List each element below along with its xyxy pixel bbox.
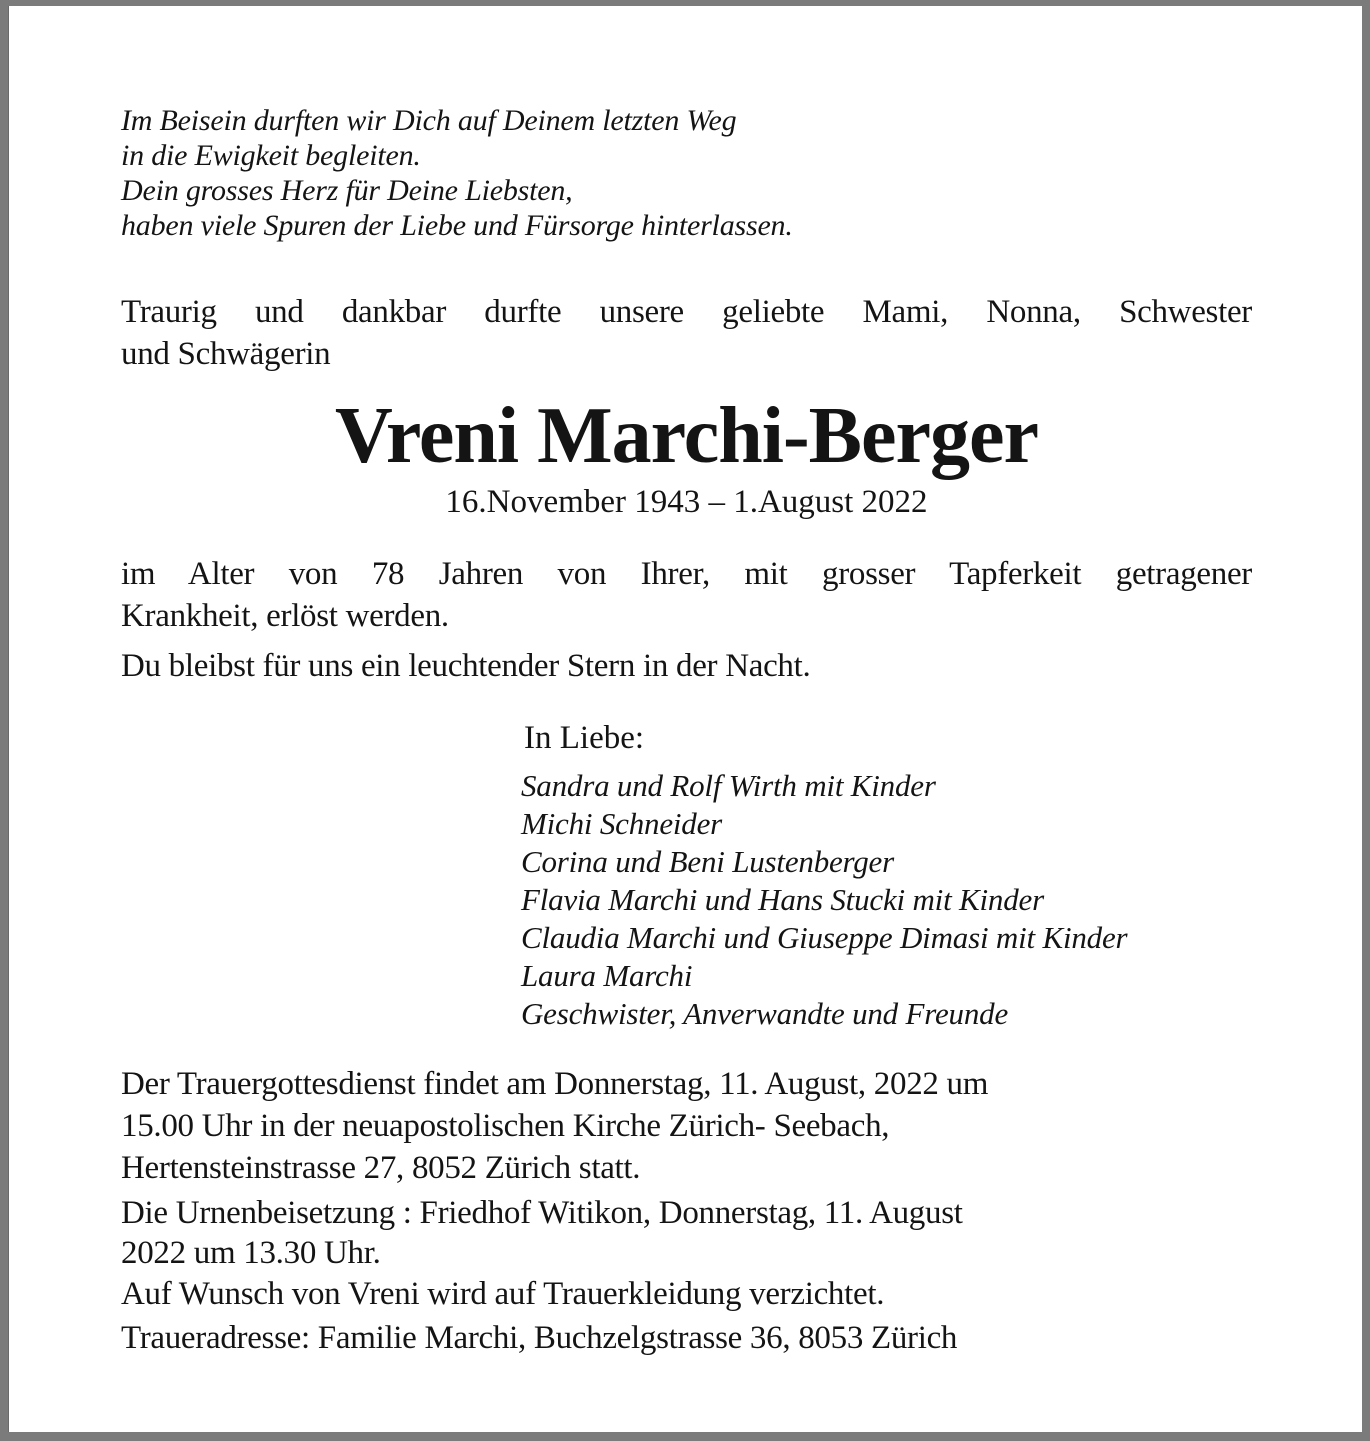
service-paragraph: [121, 1063, 1252, 1189]
burial-line: 2022 um 13.30 Uhr.: [121, 1235, 381, 1271]
mourners-list: [521, 767, 1252, 1033]
star-line: Du bleibst für uns ein leuchtender Stern in der Nacht.: [121, 648, 811, 684]
mourner-name: Geschwister, Anverwandte und Freunde: [521, 996, 1008, 1031]
intro-line: und Schwägerin: [121, 336, 331, 372]
mourner-name: Claudia Marchi und Giuseppe Dimasi mit Kinder: [521, 920, 1128, 955]
illness-line: im Alter von 78 Jahren von Ihrer, mit grosser Tapferkeit getragener: [121, 556, 1252, 592]
mourner-name: Corina und Beni Lustenberger: [521, 844, 894, 879]
star-paragraph: [121, 645, 1252, 687]
illness-line: Krankheit, erlöst werden.: [121, 598, 449, 634]
clothing-paragraph: [121, 1273, 1252, 1315]
epigraph: [121, 103, 1252, 243]
mourner-name: Sandra und Rolf Wirth mit Kinder: [521, 768, 936, 803]
in-love-label: In Liebe:: [524, 720, 645, 756]
epigraph-line: in die Ewigkeit begleiten.: [121, 139, 421, 172]
illness-paragraph: [121, 553, 1252, 637]
mourner-name: Michi Schneider: [521, 806, 723, 841]
service-line: Hertensteinstrasse 27, 8052 Zürich statt.: [121, 1150, 641, 1186]
address-line: Traueradresse: Familie Marchi, Buchzelgstrasse 36, 8053 Zürich: [121, 1320, 958, 1356]
clothing-line: Auf Wunsch von Vreni wird auf Trauerkleidung verzichtet.: [121, 1276, 885, 1312]
life-dates: 16.November 1943 – 1.August 2022: [445, 484, 928, 520]
obituary-page: [8, 6, 1362, 1432]
burial-paragraph: [121, 1193, 1252, 1273]
mourner-name: Flavia Marchi und Hans Stucki mit Kinder: [521, 882, 1044, 917]
service-line: Der Trauergottesdienst findet am Donnerstag, 11. August, 2022 um: [121, 1066, 989, 1102]
service-line: 15.00 Uhr in der neuapostolischen Kirche Zürich- Seebach,: [121, 1108, 890, 1144]
epigraph-line: Dein grosses Herz für Deine Liebsten,: [121, 174, 573, 207]
intro-line: Traurig und dankbar durfte unsere geliebte Mami, Nonna, Schwester: [121, 294, 1252, 330]
burial-line: Die Urnenbeisetzung : Friedhof Witikon, Donnerstag, 11. August: [121, 1195, 963, 1231]
deceased-name: Vreni Marchi-Berger: [335, 392, 1038, 480]
intro-paragraph: [121, 291, 1252, 375]
epigraph-line: Im Beisein durften wir Dich auf Deinem letzten Weg: [121, 104, 737, 137]
epigraph-line: haben viele Spuren der Liebe und Fürsorge hinterlassen.: [121, 209, 793, 242]
obituary-content: [9, 103, 1362, 1359]
mourner-name: Laura Marchi: [521, 958, 693, 993]
mourning-address: [121, 1317, 1252, 1359]
